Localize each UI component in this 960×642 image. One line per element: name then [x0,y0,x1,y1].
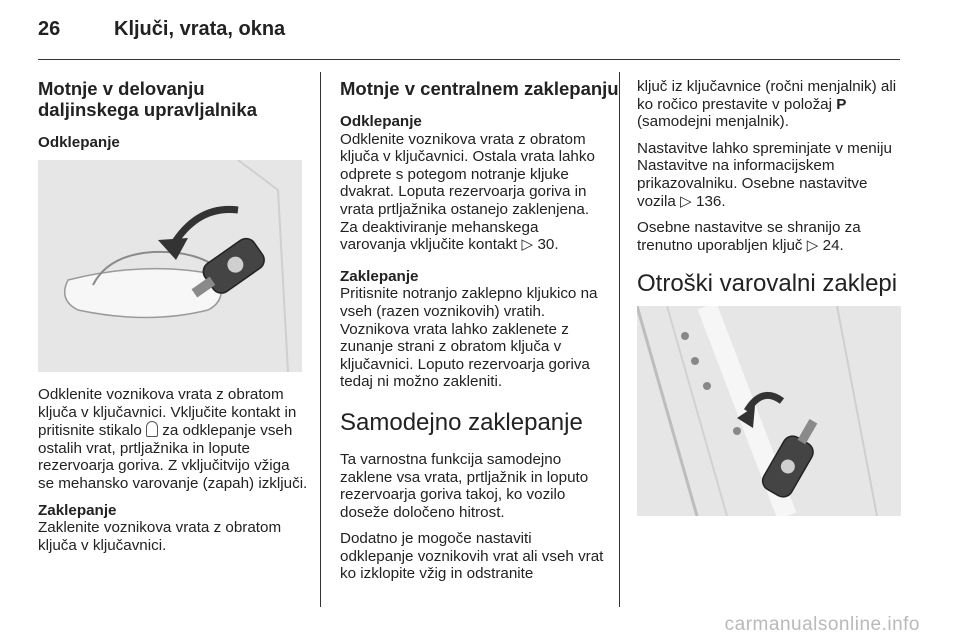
column-3 [637,78,905,312]
paragraph [637,78,905,131]
column-1 [38,78,306,152]
paragraph-text: Odklenite voznikova vrata z obratom ključa v ključavnici. Vključite kontakt in pritisnite stikalo [38,386,297,440]
paragraph [38,386,308,493]
paragraph [340,131,606,254]
page-reference[interactable]: 136. [696,192,726,210]
subheading-unlock: Odklepanje [38,134,120,151]
screw-icon [681,332,689,340]
column-1-body [38,386,308,563]
page-ref-arrow-icon: ▷ [680,192,692,210]
chapter-title: Ključi, vrata, okna [114,18,286,40]
page-reference[interactable]: 30. [537,236,559,254]
paragraph-text: Odklenite voznikova vrata z obratom ključa v ključavnici. Ostala vrata lahko odprete s potegom notranje kljuke dvakrat. Loputa rezervoarja goriva in vrata prtljažnika ostanejo zaklenjena. Za deaktiviranje mehanskega varovanja vključite kontakt [340,130,595,254]
paragraph-text: za odklepanje vseh ostalih vrat, prtljažnika in lopute rezervoarja goriva. Z vključitvijo vžiga se mehansko varovanje (zapah) izključi. [38,422,308,492]
screw-icon [691,357,699,365]
child-lock-illustration [637,306,901,516]
watermark: carmanualsonline.info [724,614,920,635]
section-heading: Motnje v centralnem zaklepanju [340,78,619,99]
page-number: 26 [38,18,61,40]
paragraph-text: (samodejni menjalnik). [637,113,789,131]
subheading-lock: Zaklepanje [340,267,419,285]
subheading-lock: Zaklepanje [38,501,117,519]
subheading-unlock: Odklepanje [340,113,422,130]
header-rule [38,59,900,60]
paragraph [637,219,905,254]
paragraph [637,140,905,210]
paragraph-text: ključ iz ključavnice (ročni menjalnik) ali ko ročico prestavite v položaj [637,78,897,113]
page-ref-arrow-icon: ▷ [806,236,819,254]
page-ref-arrow-icon: ▷ [521,236,534,254]
paragraph: Pritisnite notranjo zaklepno kljukico na vseh (razen voznikovih) vratih. Voznikova vrata lahko zaklenete z zunanje strani z obratom ključa v ključavnici. Loputo rezervoarja goriva tedaj ni možno zakleniti. [340,285,598,391]
section-heading-large: Samodejno zaklepanje [340,408,583,436]
column-2 [340,78,619,592]
section-heading-large: Otroški varovalni zaklepi [637,270,898,298]
section-heading: Motnje v delovanju daljinskega upravljalnika [38,78,258,120]
gear-position-label: P [836,95,847,113]
door-handle-key-illustration [38,160,302,372]
column-divider [320,72,321,607]
paragraph: Zaklenite voznikova vrata z obratom ključa v ključavnici. [38,519,282,554]
screw-icon [703,382,711,390]
column-divider [619,72,620,607]
screw-icon [733,427,741,435]
page-reference[interactable]: 24. [822,236,844,254]
paragraph: Dodatno je mogoče nastaviti odklepanje voznikovih vrat ali vseh vrat ko izklopite vžig in odstranite [340,530,604,583]
paragraph: Ta varnostna funkcija samodejno zaklene vsa vrata, prtljažnik in loputo rezervoarja goriva takoj, ko vozilo doseže določeno hitrost. [340,450,589,521]
paragraph-text: Nastavitve lahko spreminjate v meniju Nastavitve na informacijskem prikazovalniku. Osebne nastavitve vozila [637,139,892,210]
paragraph-text: Osebne nastavitve se shranijo za trenutno uporabljen ključ [637,219,861,254]
unlock-switch-icon [146,421,158,437]
